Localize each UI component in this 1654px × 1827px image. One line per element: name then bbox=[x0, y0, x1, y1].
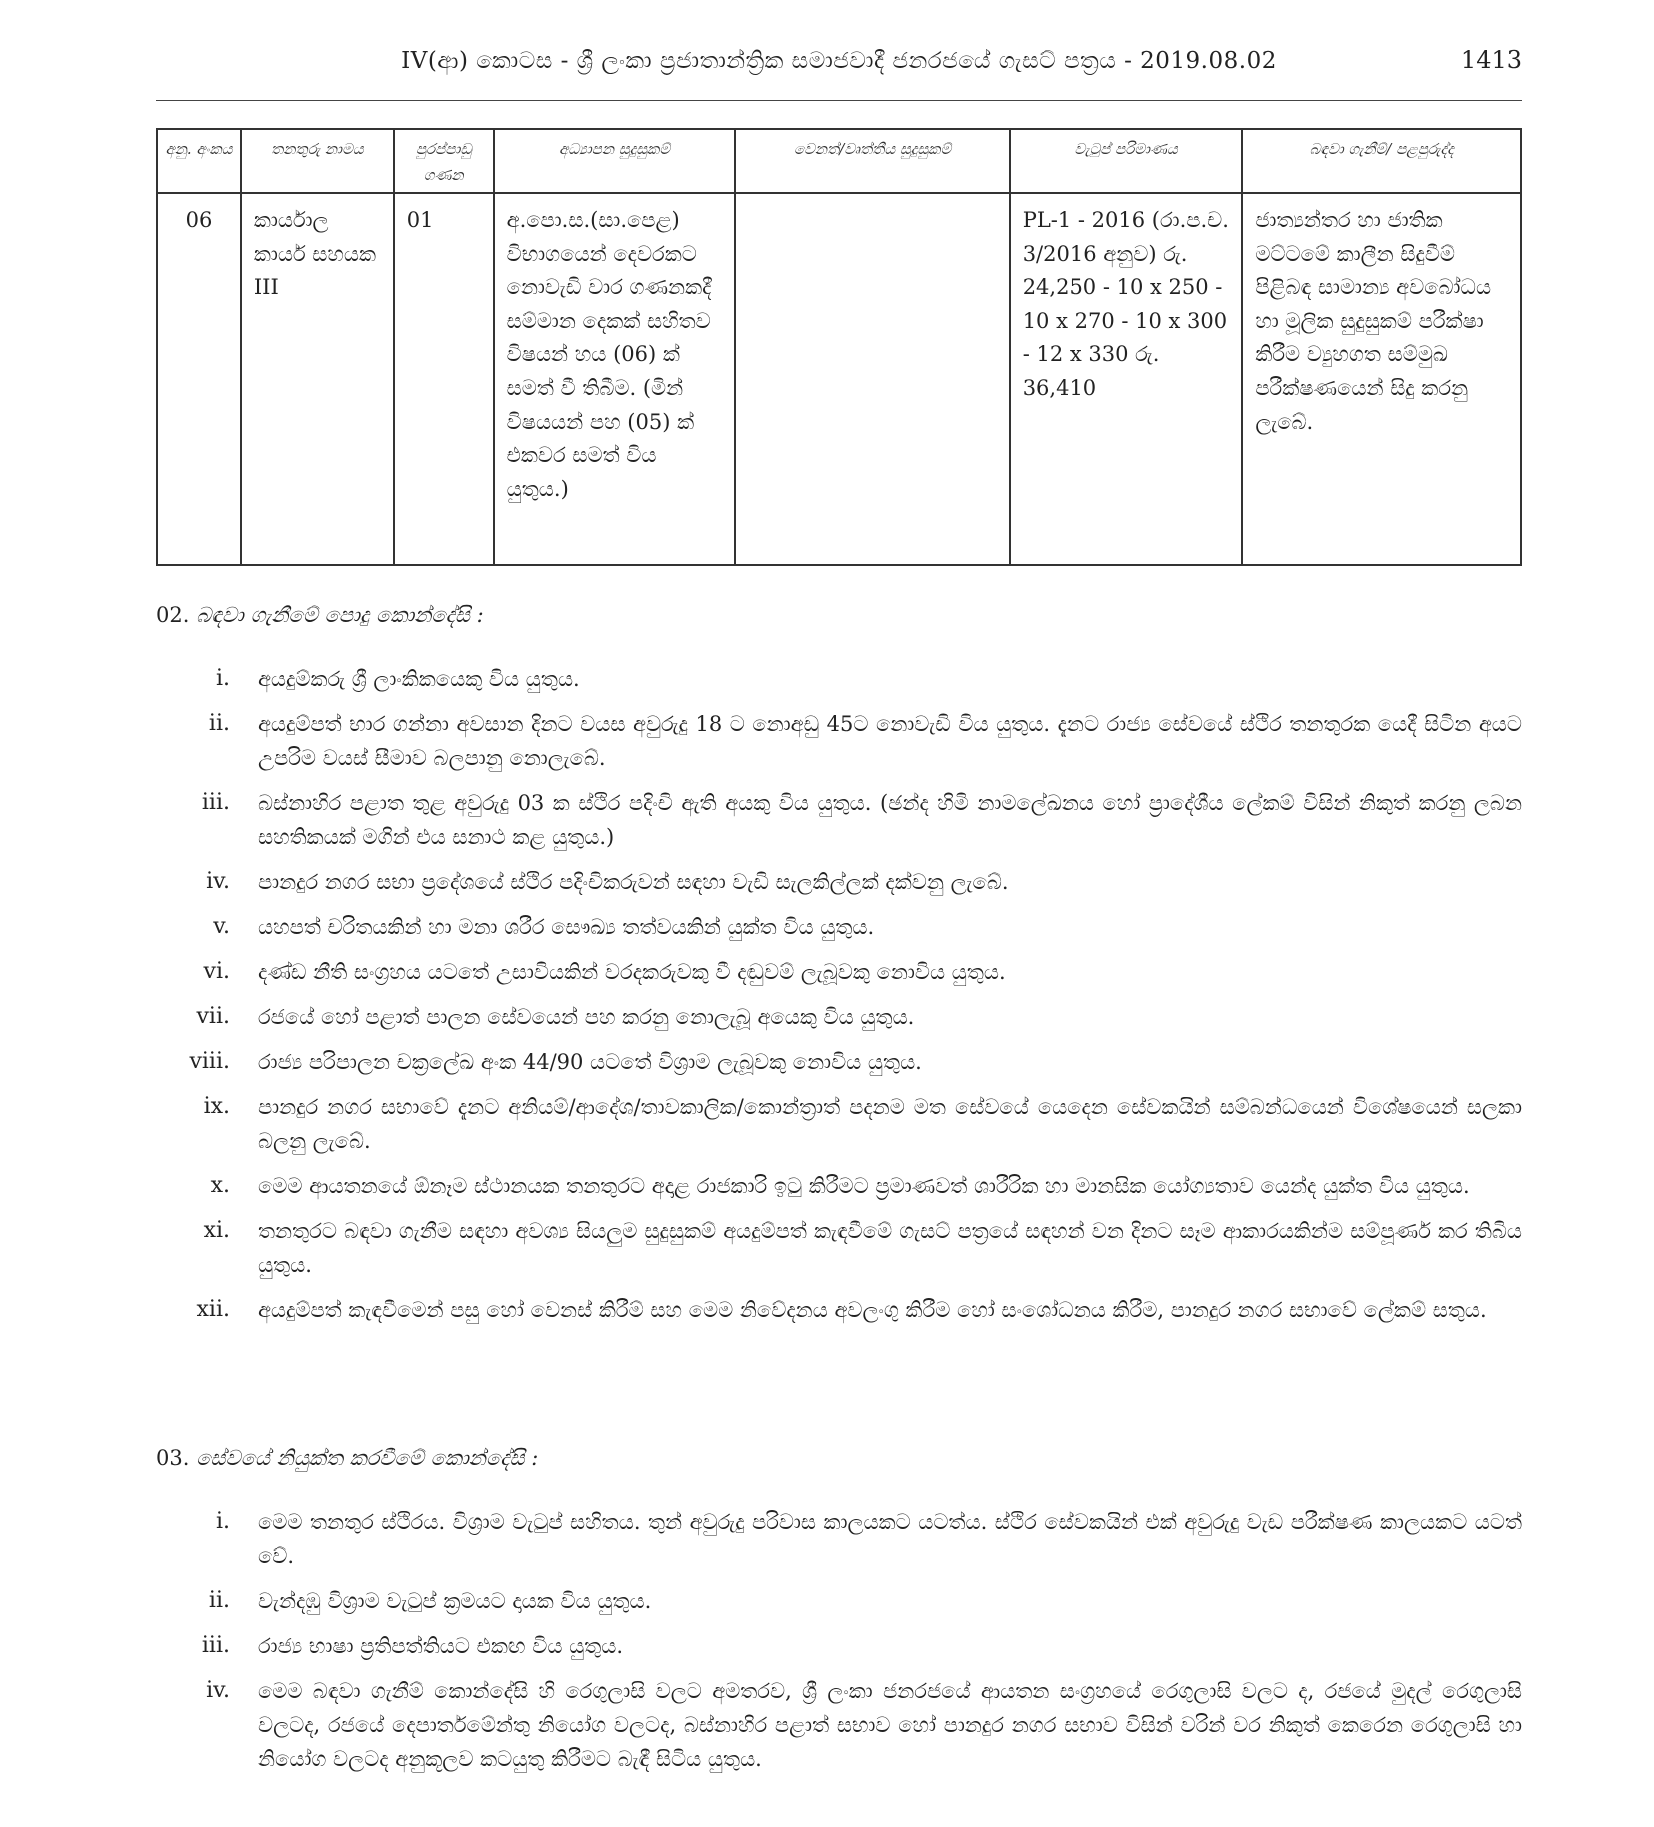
cell-recruitment: ජාත්‍යන්තර හා ජාතික මට්ටමේ කාලීන සිදුවීම් පිළිබඳ සාමාන්‍ය අවබෝධය හා මූලික සුදුසුකම් පරීක්ෂා කිරීම ව්‍යුහගත සම්මුඛ පරීක්ෂණයෙන් සිදු කරනු ලැබේ. bbox=[1242, 193, 1521, 565]
section-number: 02. bbox=[156, 603, 190, 627]
general-conditions-list bbox=[156, 662, 1522, 1327]
page-number: 1413 bbox=[1460, 46, 1522, 74]
item-text: බස්නාහිර පළාත තුළ අවුරුදු 03 ක ස්ථිර පදිංචි ඇති අයකු විය යුතුය. (ඡන්ද හිමි නාමලේඛනය හෝ ප්‍රාදේශීය ලේකම් විසින් නිකුත් කරනු ලබන සහතිකයක් මගින් එය සනාථ කළ යුතුය.) bbox=[258, 791, 1522, 849]
list-item bbox=[156, 1674, 1522, 1776]
list-item bbox=[156, 1214, 1522, 1282]
list-item bbox=[156, 1505, 1522, 1573]
item-text: පානදුර නගර සභාවේ දැනට අනියම්/ආදේශ/තාවකාලික/කොන්ත්‍රාත් පදනම මත සේවයේ යෙදෙන සේවකයින් සම්බන්ධයෙන් විශේෂයෙන් සලකා බලනු ලැබේ. bbox=[258, 1095, 1522, 1153]
item-text: අයදුම්කරු ශ්‍රී ලාංකිකයෙකු විය යුතුය. bbox=[258, 667, 580, 691]
item-text: තනතුරට බඳවා ගැනීම සඳහා අවශ්‍ය සියලුම සුදුසුකම් අයදුම්පත් කැඳවීමේ ගැසට් පත්‍රයේ සඳහන් වන දිනට සෑම ආකාරයකින්ම සම්පූර්ණ කර තිබිය යුතුය. bbox=[258, 1219, 1522, 1277]
item-text: මෙම ආයතනයේ ඕනෑම ස්ථානයක තනතුරට අදාළ රාජකාරි ඉටු කිරීමට ප්‍රමාණවත් ශාරීරික හා මානසික යෝග්‍යතාව යෙන්ද යුක්ත විය යුතුය. bbox=[258, 1174, 1470, 1198]
item-numeral: vii. bbox=[196, 1004, 230, 1029]
list-item bbox=[156, 707, 1522, 775]
item-numeral: vi. bbox=[203, 959, 230, 984]
col-header-salary-scale: වැටුප් පරිමාණය bbox=[1010, 129, 1243, 193]
table-header-row bbox=[157, 129, 1521, 193]
item-text: රාජ්‍ය භාෂා ප්‍රතිපත්තියට එකඟ විය යුතුය. bbox=[258, 1634, 624, 1658]
gazette-title: IV(ආ) කොටස - ශ්‍රී ලංකා ප්‍රජාතාන්ත්‍රික සමාජවාදී ජනරජයේ ගැසට් පත්‍රය - 2019.08.02 bbox=[401, 48, 1277, 74]
item-numeral: xi. bbox=[203, 1218, 230, 1243]
item-text: පානදුර නගර සභා ප්‍රදේශයේ ස්ථිර පදිංචිකරුවන් සඳහා වැඩි සැලකිල්ලක් දක්වනු ලැබේ. bbox=[258, 870, 1009, 894]
list-item bbox=[156, 1629, 1522, 1663]
col-header-education: අධ්‍යාපන සුදුසුකම් bbox=[494, 129, 736, 193]
col-header-post: තනතුරු නාමය bbox=[241, 129, 394, 193]
item-text: අයදුම්පත් කැඳවීමෙන් පසු හෝ වෙනස් කිරීම් සහ මෙම නිවේදනය අවලංගු කිරීම හෝ සංශෝධනය කිරීම, පානදුර නගර සභාවේ ලේකම් සතුය. bbox=[258, 1298, 1487, 1322]
item-numeral: iii. bbox=[201, 790, 230, 815]
item-text: රජයේ හෝ පළාත් පාලන සේවයෙන් පහ කරනු නොලැබූ අයෙකු විය යුතුය. bbox=[258, 1005, 915, 1029]
list-item bbox=[156, 955, 1522, 989]
item-text: අයදුම්පත් භාර ගන්නා අවසාන දිනට වයස අවුරුදු 18 ට නොඅඩු 45ට නොවැඩි විය යුතුය. දැනට රාජ්‍ය සේවයේ ස්ථිර තනතුරක යෙදී සිටින අයට උපරිම වයස් සීමාව බලපානු නොලැබේ. bbox=[258, 712, 1522, 770]
list-item bbox=[156, 1045, 1522, 1079]
item-numeral: iii. bbox=[201, 1633, 230, 1658]
item-text: මෙම තනතුර ස්ථිරය. විශ්‍රාම වැටුප් සහිතය. තුන් අවුරුදු පරිවාස කාලයකට යටත්ය. ස්ථිර සේවකයින් එක් අවුරුදු වැඩ පරීක්ෂණ කාලයකට යටත් වේ. bbox=[258, 1510, 1522, 1568]
item-numeral: ii. bbox=[208, 1588, 230, 1613]
item-numeral: xii. bbox=[196, 1297, 230, 1322]
item-text: රාජ්‍ය පරිපාලන චක්‍රලේඛ අංක 44/90 යටතේ විශ්‍රාම ලැබූවකු නොවිය යුතුය. bbox=[258, 1050, 922, 1074]
list-item bbox=[156, 786, 1522, 854]
col-header-serial: අනු. අංකය bbox=[157, 129, 241, 193]
cell-vacancies: 01 bbox=[394, 193, 494, 565]
cell-salary-scale: PL-1 - 2016 (රා.ප.ච. 3/2016 අනුව) රු. 24,250 - 10 x 250 - 10 x 270 - 10 x 300 - 12 x 330 රු. 36,410 bbox=[1010, 193, 1243, 565]
item-numeral: i. bbox=[215, 666, 230, 691]
cell-post: කාර්යාල කාර්ය සහයක III bbox=[241, 193, 394, 565]
cell-education: අ.පො.ස.(සා.පෙළ) විභාගයෙන් දෙවරකට නොවැඩි වාර ගණනකදී සම්මාන දෙකක් සහිතව විෂයන් හය (06) ක් සමත් වී තිබීම. (මින් විෂයයන් පහ (05) ක් එකවර සමත් විය යුතුය.) bbox=[494, 193, 736, 565]
item-text: යහපත් චරිතයකින් හා මනා ශරීර සෞඛ්‍ය තත්වයකින් යුක්ත විය යුතුය. bbox=[258, 915, 875, 939]
item-text: වැන්දඹු විශ්‍රාම වැටුප් ක්‍රමයට දායක විය යුතුය. bbox=[258, 1589, 652, 1613]
item-numeral: viii. bbox=[189, 1049, 230, 1074]
item-numeral: v. bbox=[213, 914, 230, 939]
item-numeral: i. bbox=[215, 1509, 230, 1534]
item-text: මෙම බඳවා ගැනීම් කොන්දේසි හි රෙගුලාසි වලට අමතරව, ශ්‍රී ලංකා ජනරජයේ ආයතන සංග්‍රහයේ රෙගුලාසි වලට ද, රජයේ මුදල් රෙගුලාසි වලටද, රජයේ දෙපාර්තමේන්තු නියෝග වලටද, බස්නාහිර පළාත් සභාව හෝ පානදුර නගර සභාව විසින් වරින් වර නිකුත් කෙරෙන රෙගුලාසි හා නියෝග වලටද අනුකූලව කටයුතු කිරීමට බැඳී සිටිය යුතුය. bbox=[258, 1679, 1522, 1771]
vacancy-table bbox=[156, 128, 1522, 566]
header-rule bbox=[156, 100, 1522, 101]
item-numeral: iv. bbox=[206, 1678, 230, 1703]
list-item bbox=[156, 1293, 1522, 1327]
item-numeral: x. bbox=[210, 1173, 230, 1198]
list-item bbox=[156, 1090, 1522, 1158]
list-item bbox=[156, 910, 1522, 944]
section-3-heading bbox=[156, 1446, 538, 1471]
page-header bbox=[156, 38, 1522, 100]
item-numeral: ix. bbox=[203, 1094, 230, 1119]
section-number: 03. bbox=[156, 1446, 190, 1470]
table-row bbox=[157, 193, 1521, 565]
item-numeral: ii. bbox=[208, 711, 230, 736]
list-item bbox=[156, 1169, 1522, 1203]
section-2-heading bbox=[156, 603, 484, 628]
section-title: සේවයේ නියුක්ත කරවීමේ කොන්දේසි : bbox=[196, 1446, 539, 1470]
item-text: දණ්ඩ නීති සංග්‍රහය යටතේ උසාවියකින් වරදකරුවකු වී දඬුවම් ලැබූවකු නොවිය යුතුය. bbox=[258, 960, 1006, 984]
col-header-other-qualifications: වෙනත්/වෘත්තීය සුදුසුකම් bbox=[735, 129, 1009, 193]
item-numeral: iv. bbox=[206, 869, 230, 894]
list-item bbox=[156, 1584, 1522, 1618]
list-item bbox=[156, 1000, 1522, 1034]
service-conditions-list bbox=[156, 1505, 1522, 1776]
section-title: බඳවා ගැනීමේ පොදු කොන්දේසි : bbox=[196, 603, 484, 627]
list-item bbox=[156, 662, 1522, 696]
cell-other-qualifications bbox=[735, 193, 1009, 565]
cell-serial: 06 bbox=[157, 193, 241, 565]
list-item bbox=[156, 865, 1522, 899]
col-header-vacancies: පුරප්පාඩු ගණන bbox=[394, 129, 494, 193]
col-header-recruitment: බඳවා ගැනීම්/ පළපුරුද්ද bbox=[1242, 129, 1521, 193]
